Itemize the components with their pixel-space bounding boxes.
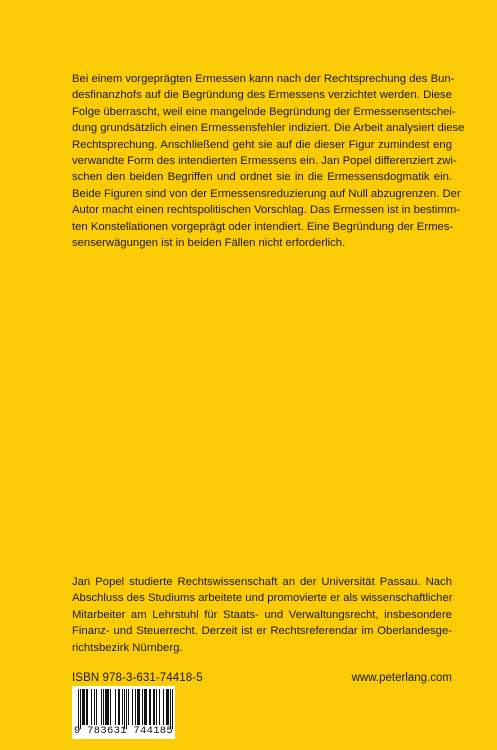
abstract-line: ten Konstellationen vorgeprägt oder intendiert. Eine Begründung der Ermes- — [72, 220, 454, 233]
abstract-line: dung grundsätzlich einen Ermessensfehler indiziert. Die Arbeit analysiert diese — [72, 122, 465, 135]
bio-line: richtsbezirk Nürnberg. — [72, 641, 183, 654]
barcode-bar — [166, 689, 167, 725]
abstract-line: Folge überrascht, weil eine mangelnde Begründung der Ermessensentschei- — [72, 105, 456, 118]
abstract-line: Beide Figuren sind von der Ermessensreduzierung auf Null abzugrenzen. Der — [72, 187, 461, 200]
barcode-bar — [96, 689, 97, 725]
barcode-bar — [153, 689, 154, 725]
barcode-bar — [108, 689, 109, 725]
barcode-bar — [159, 689, 160, 725]
author-bio — [72, 574, 452, 656]
bio-line: Mitarbeiter am Lehrstuhl für Staats- und Verwaltungsrecht, insbesondere — [72, 608, 452, 621]
isbn-label: ISBN 978-3-631-74418-5 — [72, 672, 203, 684]
barcode-bar — [163, 689, 164, 725]
barcode-bar — [132, 689, 133, 725]
barcode-bar — [150, 689, 151, 725]
barcode-bar — [138, 689, 139, 725]
barcode-bar — [94, 689, 95, 725]
barcode-guard-bar — [80, 689, 81, 729]
barcode-bar — [168, 689, 169, 725]
barcode-bar — [91, 689, 92, 725]
barcode-bar — [144, 689, 145, 725]
barcode-bar — [86, 689, 87, 725]
barcode-bar — [139, 689, 140, 725]
barcode-bar — [156, 689, 157, 725]
barcode-guard-bar — [78, 689, 79, 729]
barcode-bar — [118, 689, 119, 725]
abstract-line: schen den beiden Begriffen und ordnet sie in die Ermessensdogmatik ein. — [72, 171, 452, 184]
bio-line: Finanz- und Steuerrecht. Derzeit ist er Rechtsreferendar im Oberlandesge- — [72, 625, 452, 638]
bio-line: Abschluss des Studiums arbeitete und promovierte er als wissenschaftlicher — [72, 592, 453, 605]
barcode-bar — [83, 689, 84, 725]
barcode-bar — [145, 689, 146, 725]
barcode-guard-bar — [126, 689, 127, 729]
barcode-guard-bar — [170, 689, 171, 729]
barcode-bar — [105, 689, 106, 725]
barcode-bar — [107, 689, 108, 725]
abstract-line: Bei einem vorgeprägten Ermessen kann nach der Rechtsprechung des Bun- — [72, 73, 455, 85]
barcode-bar — [87, 689, 88, 725]
abstract-line: desfinanzhofs auf die Begründung des Ermessens verzichtet werden. Diese — [72, 89, 452, 102]
barcode-bar — [84, 689, 85, 725]
barcode-bar — [135, 689, 136, 725]
barcode-bar — [142, 689, 143, 725]
barcode-digits: 9 783631 744185 — [73, 725, 173, 737]
publisher-url[interactable]: www.peterlang.com — [351, 672, 452, 684]
barcode-bar — [101, 689, 102, 725]
barcode-bar — [137, 689, 138, 725]
barcode-guard-bar — [172, 689, 173, 729]
abstract-line: senserwägungen ist in beiden Fällen nicht erforderlich. — [72, 237, 346, 250]
abstract-line: verwandte Form des intendierten Ermessens ein. Jan Popel differenziert zwi- — [72, 155, 457, 168]
barcode-bar — [154, 689, 155, 725]
isbn-barcode — [72, 686, 175, 739]
barcode-bar — [128, 689, 129, 725]
barcode-bar — [82, 689, 83, 725]
abstract-text — [72, 71, 465, 251]
abstract-line: Autor macht einen rechtspolitischen Vorschlag. Das Ermessen ist in bestimm- — [72, 204, 461, 217]
abstract-line: Rechtsprechung. Anschließend geht sie auf die dieser Figur zumindest eng — [72, 138, 452, 151]
barcode-guard-bar — [124, 689, 125, 729]
barcode-bar — [110, 689, 111, 725]
barcode-bar — [149, 689, 150, 725]
barcode-bar — [122, 689, 123, 725]
bio-line: Jan Popel studierte Rechtswissenschaft an der Universität Passau. Nach — [72, 576, 452, 588]
barcode-bar — [119, 689, 120, 725]
barcode-bar — [103, 689, 104, 725]
barcode-bar — [115, 689, 116, 725]
barcode-bar — [167, 689, 168, 725]
barcode-bar — [146, 689, 147, 725]
barcode-bar — [106, 689, 107, 725]
